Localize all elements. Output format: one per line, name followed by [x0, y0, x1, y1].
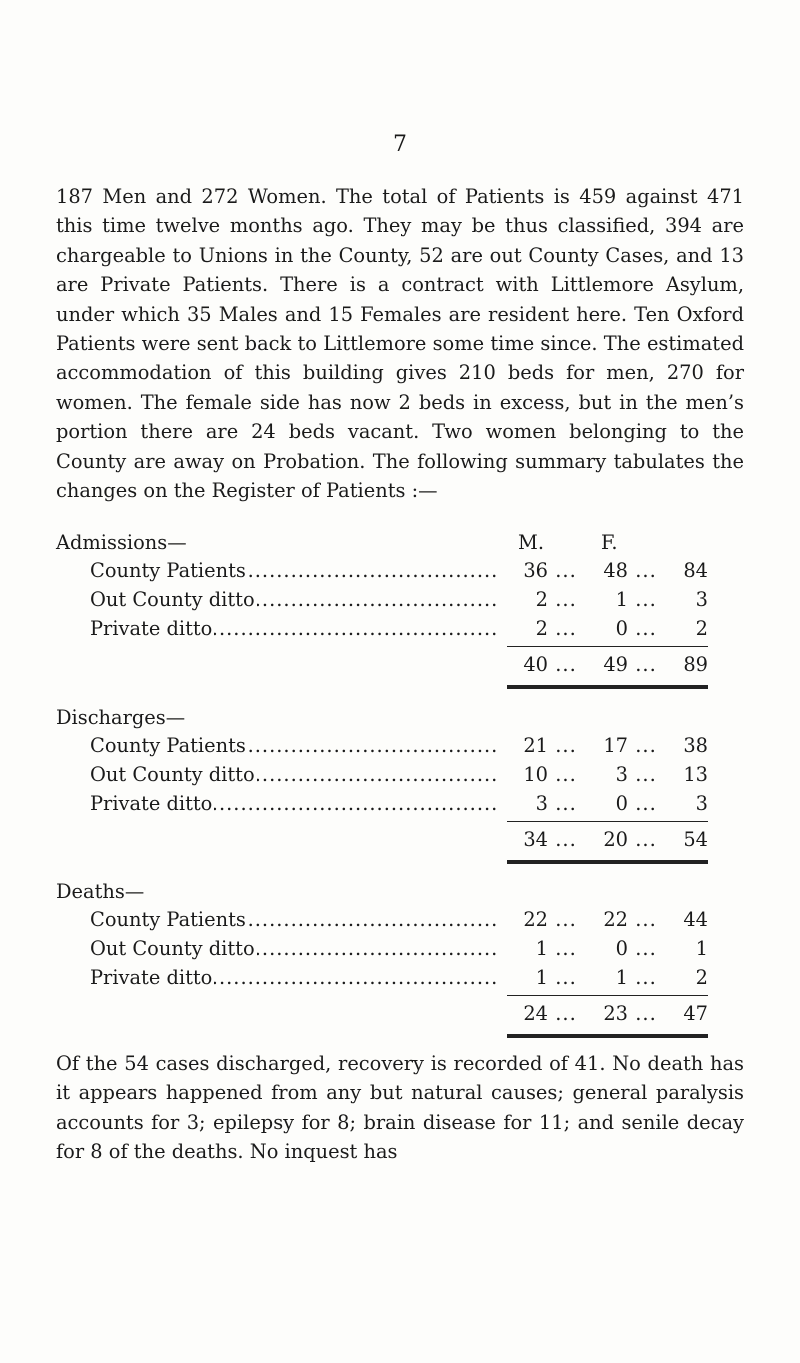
separator: ...	[555, 1002, 577, 1025]
female-total: 23	[603, 1002, 628, 1025]
row-label: County Patients	[90, 559, 246, 582]
separator: ...	[555, 908, 577, 931]
separator: ...	[555, 559, 577, 582]
separator: ...	[555, 937, 577, 960]
male-count: 36	[523, 559, 548, 582]
total-count: 1	[695, 937, 708, 960]
total-count: 3	[695, 588, 708, 611]
separator: ...	[635, 763, 657, 786]
separator: ...	[635, 908, 657, 931]
row-label: Private ditto	[90, 617, 213, 640]
table-row	[90, 617, 708, 643]
female-total: 49	[603, 653, 628, 676]
female-count: 3	[615, 763, 628, 786]
subtotal-rule	[507, 995, 708, 996]
row-label: Out County ditto	[90, 588, 255, 611]
male-count: 2	[535, 588, 548, 611]
male-count: 1	[535, 937, 548, 960]
female-count: 0	[615, 937, 628, 960]
female-count: 17	[603, 734, 628, 757]
separator: ...	[635, 588, 657, 611]
male-count: 22	[523, 908, 548, 931]
separator: ...	[555, 763, 577, 786]
column-header-m: M.	[518, 531, 545, 554]
intro-paragraph: 187 Men and 272 Women. The total of Patients is 459 against 471 this time twelve months ago. They may be thus classified, 394 are chargeable to Unions in the County, 52 are out County Cases, and 13 are Private Patients. There is a contract with Littlemore Asylum, under which 35 Males and 15 Females are resident here. Ten Oxford Patients were sent back to Littlemore some time since. The estimated accommodation of this building gives 210 beds for men, 270 for women. The female side has now 2 beds in excess, but in the men’s portion there are 24 beds vacant. Two women belonging to the County are away on Probation. The following summary tabulates the changes on the Register of Patients :—	[56, 185, 744, 503]
section-heading: Discharges—	[56, 706, 186, 729]
grand-total: 54	[683, 828, 708, 851]
total-count: 13	[683, 763, 708, 786]
female-count: 48	[603, 559, 628, 582]
section-end-rule	[507, 860, 708, 864]
total-count: 2	[695, 617, 708, 640]
male-count: 3	[535, 792, 548, 815]
subtotal-rule	[507, 821, 708, 822]
separator: ...	[555, 792, 577, 815]
separator: ...	[635, 966, 657, 989]
female-count: 0	[615, 792, 628, 815]
table-row	[90, 734, 708, 760]
separator: ...	[635, 1002, 657, 1025]
separator: ...	[635, 734, 657, 757]
subtotal-rule	[507, 646, 708, 647]
total-count: 84	[683, 559, 708, 582]
table-row	[90, 588, 708, 614]
page-number: 7	[393, 132, 407, 157]
male-total: 24	[523, 1002, 548, 1025]
separator: ...	[555, 588, 577, 611]
table-row	[90, 966, 708, 992]
table-row	[90, 937, 708, 963]
row-label: County Patients	[90, 734, 246, 757]
separator: ...	[635, 937, 657, 960]
male-count: 2	[535, 617, 548, 640]
row-label: Out County ditto	[90, 763, 255, 786]
separator: ...	[555, 617, 577, 640]
row-label: Private ditto	[90, 792, 213, 815]
total-count: 3	[695, 792, 708, 815]
section-end-rule	[507, 685, 708, 689]
male-count: 21	[523, 734, 548, 757]
separator: ...	[555, 734, 577, 757]
female-count: 1	[615, 588, 628, 611]
female-count: 1	[615, 966, 628, 989]
grand-total: 89	[683, 653, 708, 676]
closing-paragraph: Of the 54 cases discharged, recovery is recorded of 41. No death has it appears happened from any but natural causes; general paralysis accounts for 3; epilepsy for 8; brain disease for 11; and senile decay for 8 of the deaths. No inquest has	[56, 1052, 744, 1164]
table-row	[90, 908, 708, 934]
column-header-f: F.	[601, 531, 618, 554]
grand-total: 47	[683, 1002, 708, 1025]
male-count: 10	[523, 763, 548, 786]
male-total: 34	[523, 828, 548, 851]
row-label: County Patients	[90, 908, 246, 931]
separator: ...	[555, 966, 577, 989]
female-total: 20	[603, 828, 628, 851]
table-row	[90, 792, 708, 818]
male-total: 40	[523, 653, 548, 676]
separator: ...	[635, 559, 657, 582]
table-row	[90, 559, 708, 585]
separator: ...	[555, 828, 577, 851]
separator: ...	[635, 617, 657, 640]
total-row	[90, 828, 708, 854]
separator: ...	[555, 653, 577, 676]
separator: ...	[635, 828, 657, 851]
row-label: Private ditto	[90, 966, 213, 989]
section-heading: Admissions—	[56, 531, 187, 554]
male-count: 1	[535, 966, 548, 989]
section-end-rule	[507, 1034, 708, 1038]
total-row	[90, 1002, 708, 1028]
total-count: 2	[695, 966, 708, 989]
row-label: Out County ditto	[90, 937, 255, 960]
total-count: 38	[683, 734, 708, 757]
section-heading: Deaths—	[56, 880, 145, 903]
female-count: 0	[615, 617, 628, 640]
table-row	[90, 763, 708, 789]
female-count: 22	[603, 908, 628, 931]
separator: ...	[635, 792, 657, 815]
total-count: 44	[683, 908, 708, 931]
total-row	[90, 653, 708, 679]
separator: ...	[635, 653, 657, 676]
